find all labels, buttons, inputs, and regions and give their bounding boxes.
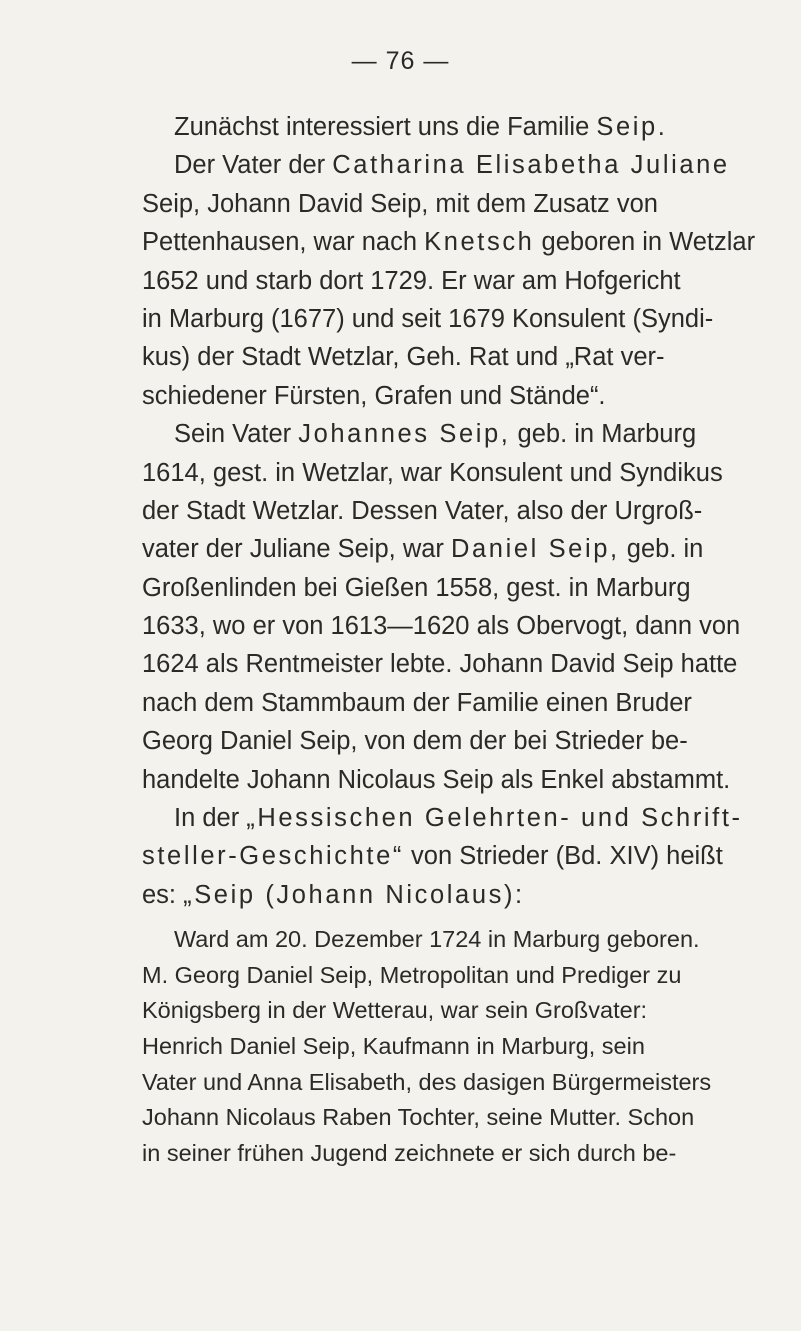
text-line: Zunächst interessiert uns die Familie Seip. <box>174 113 668 141</box>
quote-line: Ward am 20. Dezember 1724 in Marburg geboren. <box>174 926 700 953</box>
text-line: handelte Johann Nicolaus Seip als Enkel abstammt. <box>142 765 731 794</box>
page-number: — 76 — <box>351 47 450 75</box>
quote-line: Henrich Daniel Seip, Kaufmann in Marburg, sein <box>142 1032 645 1059</box>
quote-line: Königsberg in der Wetterau, war sein Großvater: <box>142 997 648 1024</box>
text-line: 1652 und starb dort 1729. Er war am Hofgericht <box>142 266 681 295</box>
text-line: vater der Juliane Seip, war Daniel Seip, geb. in <box>142 535 704 564</box>
body-text <box>142 108 787 1171</box>
text-line: kus) der Stadt Wetzlar, Geh. Rat und „Rat ver- <box>142 343 665 372</box>
main-paragraphs <box>142 108 787 914</box>
emphasized-name: Seip. <box>596 113 668 141</box>
emphasized-name: „Seip (Johann Nicolaus): <box>183 880 525 909</box>
text-line: in Marburg (1677) und seit 1679 Konsulent (Syndi- <box>142 304 714 333</box>
text-line: nach dem Stammbaum der Familie einen Bruder <box>142 688 692 717</box>
emphasized-name: Daniel Seip, <box>451 535 620 564</box>
text-line: 1614, gest. in Wetzlar, war Konsulent und Syndikus <box>142 458 723 487</box>
quote-line: M. Georg Daniel Seip, Metropolitan und Prediger zu <box>142 961 682 988</box>
emphasized-name: „Hessischen Gelehrten- und Schrift- <box>246 804 743 833</box>
text-line: steller-Geschichte“ von Strieder (Bd. XIV) heißt <box>142 842 723 871</box>
text-line: es: „Seip (Johann Nicolaus): <box>142 880 525 909</box>
text-line: In der „Hessischen Gelehrten- und Schrift- <box>174 804 743 833</box>
quote-block <box>142 922 787 1171</box>
quote-line: Vater und Anna Elisabeth, des dasigen Bürgermeisters <box>142 1068 712 1095</box>
emphasized-name: steller-Geschichte“ <box>142 842 404 871</box>
text-line: Der Vater der Catharina Elisabetha Juliane <box>174 151 730 180</box>
text-line: Sein Vater Johannes Seip, geb. in Marburg <box>174 420 697 449</box>
text-line: Georg Daniel Seip, von dem der bei Strieder be- <box>142 727 688 756</box>
emphasized-name: Knetsch <box>424 228 535 257</box>
text-line: 1633, wo er von 1613—1620 als Obervogt, dann von <box>142 612 741 641</box>
quote-line: Johann Nicolaus Raben Tochter, seine Mutter. Schon <box>142 1104 695 1131</box>
text-line: Großenlinden bei Gießen 1558, gest. in Marburg <box>142 573 691 602</box>
text-line: 1624 als Rentmeister lebte. Johann David Seip hatte <box>142 650 738 679</box>
text-line: schiedener Fürsten, Grafen und Stände“. <box>142 381 606 410</box>
quote-line: in seiner frühen Jugend zeichnete er sich durch be- <box>142 1139 677 1166</box>
text-line: Seip, Johann David Seip, mit dem Zusatz von <box>142 189 658 218</box>
emphasized-name: Johannes Seip, <box>298 420 511 449</box>
emphasized-name: Catharina Elisabetha Juliane <box>332 151 730 180</box>
text-line: Pettenhausen, war nach Knetsch geboren in Wetzlar <box>142 228 756 257</box>
text-line: der Stadt Wetzlar. Dessen Vater, also der Urgroß- <box>142 496 703 525</box>
